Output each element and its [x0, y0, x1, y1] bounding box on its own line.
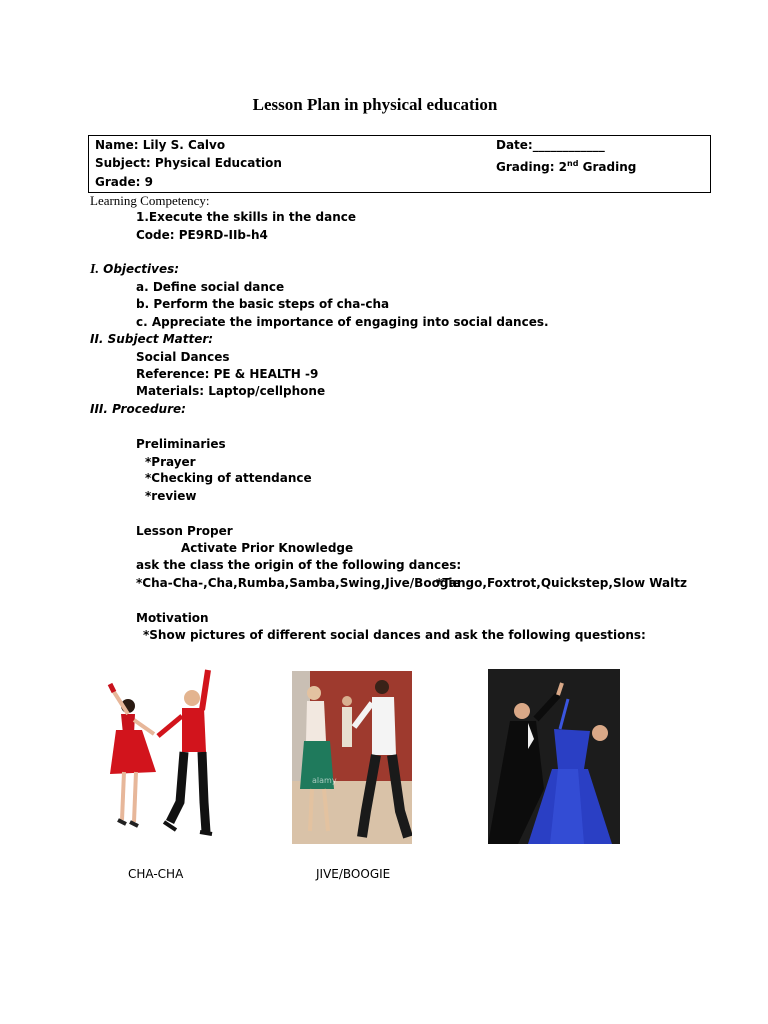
procedure-heading: III. Procedure:: [90, 402, 186, 416]
attendance-item: *Checking of attendance: [145, 471, 312, 485]
activate-prior-knowledge: Activate Prior Knowledge: [181, 541, 354, 555]
grade-line: Grade: 9: [95, 175, 153, 189]
svg-text:alamy: alamy: [312, 776, 337, 785]
objective-c: c. Appreciate the importance of engaging into social dances.: [136, 315, 549, 329]
cha-cha-illustration: [90, 662, 248, 844]
grading-suffix: Grading: [578, 160, 637, 174]
grading-superscript: nd: [567, 159, 579, 168]
document-title: Lesson Plan in physical education: [252, 95, 498, 114]
jive-boogie-photo: [292, 671, 412, 844]
subject-topic: Social Dances: [136, 350, 230, 364]
caption-cha-cha: CHA-CHA: [128, 867, 184, 881]
subject-line: Subject: Physical Education: [95, 156, 282, 170]
objectives-numeral: I.: [90, 262, 99, 277]
lesson-proper-label: Lesson Proper: [136, 524, 233, 538]
dances-list-1: *Cha-Cha-,Cha,Rumba,Samba,Swing,Jive/Boogie: [136, 576, 461, 590]
cha-cha-photo: [90, 662, 248, 844]
date-line: Date:____________: [496, 138, 605, 152]
ask-origin-line: ask the class the origin of the following dances:: [136, 558, 462, 572]
objectives-heading: [90, 262, 179, 277]
objective-b: b. Perform the basic steps of cha-cha: [136, 297, 390, 311]
subject-matter-heading: II. Subject Matter:: [90, 332, 214, 346]
subject-materials: Materials: Laptop/cellphone: [136, 384, 326, 398]
ballroom-illustration: [488, 669, 620, 844]
objectives-label: Objectives:: [98, 262, 180, 276]
motivation-label: Motivation: [136, 611, 209, 625]
objective-a: a. Define social dance: [136, 280, 285, 294]
review-item: *review: [145, 489, 197, 503]
teacher-name: Name: Lily S. Calvo: [95, 138, 226, 152]
competency-item: 1.Execute the skills in the dance: [136, 210, 356, 224]
show-pictures-line: *Show pictures of different social dances and ask the following questions:: [143, 628, 646, 642]
caption-jive-boogie: JIVE/BOOGIE: [316, 867, 391, 881]
subject-reference: Reference: PE & HEALTH -9: [136, 367, 319, 381]
competency-code: Code: PE9RD-IIb-h4: [136, 228, 268, 242]
grading-prefix: Grading: 2: [496, 160, 568, 174]
competency-label: Learning Competency:: [90, 193, 210, 208]
prayer-item: *Prayer: [145, 455, 196, 469]
dances-list-2: *Tango,Foxtrot,Quickstep,Slow Waltz: [436, 576, 687, 590]
grading-line: [496, 156, 636, 175]
preliminaries-label: Preliminaries: [136, 437, 226, 451]
jive-boogie-illustration: [292, 671, 412, 844]
ballroom-photo: [488, 669, 620, 844]
